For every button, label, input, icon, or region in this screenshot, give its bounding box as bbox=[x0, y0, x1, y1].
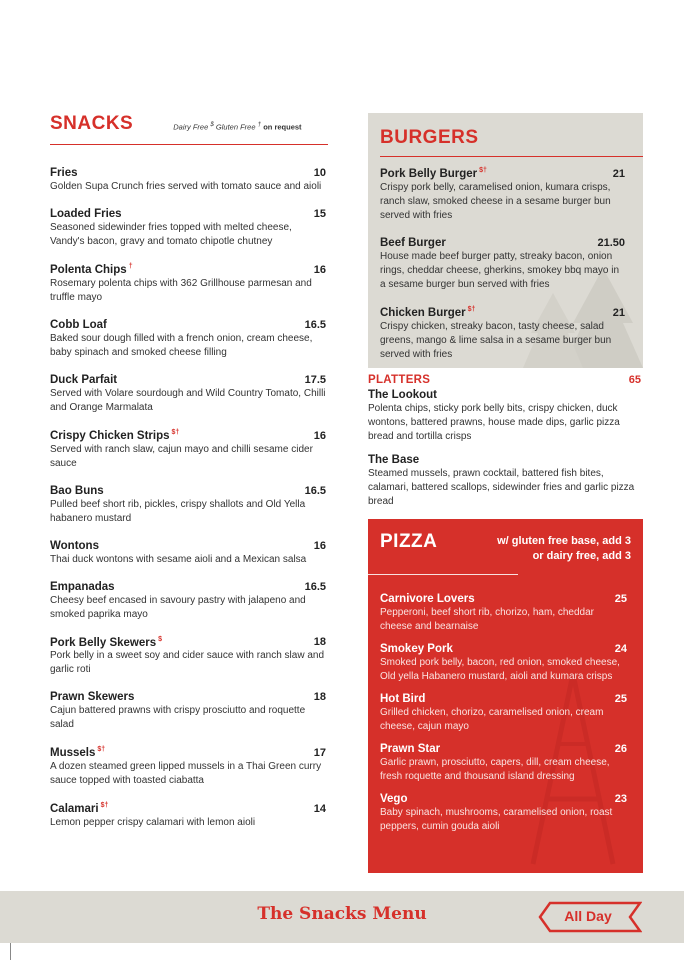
item-price: 25 bbox=[614, 693, 627, 705]
item-description: Served with ranch slaw, cajun mayo and chilli sesame cider sauce bbox=[50, 443, 313, 469]
item-name-text: The Base bbox=[368, 454, 420, 466]
item-name bbox=[380, 237, 446, 249]
item-description: Baked sour dough filled with a french onion, cream cheese, baby spinach and smoked cheese filling bbox=[50, 332, 313, 358]
item-description: House made beef burger patty, streaky bacon, onion rings, cheddar cheese, gherkins, smokey bbq mayo in a sesame burger bun served with fries bbox=[380, 250, 620, 290]
legend-dairy-free-mark: $ bbox=[210, 120, 214, 128]
item-name-text: Beef Burger bbox=[380, 236, 446, 249]
item-header bbox=[368, 389, 639, 401]
item-name bbox=[380, 593, 475, 605]
pizza-item bbox=[380, 643, 631, 684]
item-name bbox=[50, 429, 179, 442]
item-name-text: Empanadas bbox=[50, 580, 115, 593]
pizza-note-gluten-free: w/ gluten free base, add 3 bbox=[497, 535, 631, 547]
item-name-text: Calamari bbox=[50, 803, 99, 816]
item-description: Seasoned sidewinder fries topped with melted cheese, Vandy's bacon, gravy and tomato chipotle chutney bbox=[50, 222, 292, 247]
pizza-item bbox=[380, 793, 631, 834]
snack-item bbox=[50, 691, 330, 732]
snack-item bbox=[50, 636, 330, 678]
burgers-title: BURGERS bbox=[380, 127, 479, 148]
snacks-section bbox=[50, 113, 330, 844]
item-name-text: The Lookout bbox=[368, 389, 437, 401]
burgers-divider bbox=[380, 156, 643, 157]
burger-item bbox=[380, 167, 631, 223]
item-name bbox=[368, 389, 437, 401]
item-price: 17.5 bbox=[304, 373, 326, 386]
item-description: Pork belly in a sweet soy and cider sauce with ranch slaw and garlic roti bbox=[50, 650, 325, 676]
dietary-mark: $ bbox=[158, 635, 163, 643]
burger-item bbox=[380, 237, 631, 292]
item-name bbox=[380, 306, 475, 319]
legend-gluten-free-mark: † bbox=[257, 120, 262, 128]
item-name bbox=[380, 693, 425, 705]
item-description: Lemon pepper crispy calamari with lemon aioli bbox=[50, 817, 256, 829]
item-name bbox=[50, 540, 99, 552]
pizza-list bbox=[380, 593, 631, 834]
snack-item bbox=[50, 319, 330, 360]
item-description: Garlic prawn, prosciutto, capers, dill, cream cheese, fresh roquette and thousand island dressing bbox=[380, 757, 610, 782]
legend-dairy-free: Dairy Free bbox=[173, 122, 209, 131]
item-name-text: Mussels bbox=[50, 747, 96, 760]
platters-price: 65 bbox=[628, 374, 641, 386]
item-price: 17 bbox=[313, 747, 326, 760]
item-description: Crispy chicken, streaky bacon, tasty cheese, salad greens, mango & lime salsa in a sesame burger bun served with fries bbox=[380, 320, 612, 360]
item-price: 18 bbox=[313, 691, 326, 704]
item-name-text: Polenta Chips bbox=[50, 263, 127, 276]
item-header bbox=[50, 540, 326, 552]
platter-item bbox=[368, 454, 643, 509]
snack-item bbox=[50, 581, 330, 622]
item-price: 16.5 bbox=[304, 318, 326, 331]
dietary-mark: $† bbox=[100, 802, 109, 810]
snack-item bbox=[50, 746, 330, 788]
item-name-text: Cobb Loaf bbox=[50, 318, 107, 331]
item-description: Pepperoni, beef short rib, chorizo, ham, cheddar cheese and bearnaise bbox=[380, 607, 595, 632]
item-header bbox=[50, 319, 326, 331]
item-header bbox=[380, 306, 627, 319]
item-price: 16 bbox=[313, 263, 326, 276]
item-name-text: Pork Belly Skewers bbox=[50, 636, 157, 649]
item-name-text: Vego bbox=[380, 793, 408, 805]
item-description: Crispy pork belly, caramelised onion, kumara crisps, ranch slaw, smoked cheese in a sesame burger bun served with fries bbox=[380, 181, 611, 221]
dietary-mark: † bbox=[128, 263, 133, 270]
item-price: 25 bbox=[614, 593, 627, 605]
item-price: 16 bbox=[313, 539, 326, 552]
item-name bbox=[50, 167, 78, 179]
item-name bbox=[380, 743, 440, 755]
item-price: 16.5 bbox=[304, 580, 326, 593]
item-header bbox=[50, 485, 326, 497]
snack-item bbox=[50, 263, 330, 305]
item-description: Rosemary polenta chips with 362 Grillhouse parmesan and truffle mayo bbox=[50, 277, 312, 303]
snack-item bbox=[50, 374, 330, 415]
dietary-mark: $† bbox=[479, 167, 487, 174]
item-header bbox=[380, 643, 627, 655]
item-header bbox=[380, 693, 627, 705]
item-name bbox=[50, 691, 134, 703]
item-description: Cajun battered prawns with crispy prosciutto and roquette salad bbox=[50, 705, 306, 731]
item-header bbox=[50, 746, 326, 759]
pizza-dietary-note bbox=[497, 534, 631, 564]
item-description: Steamed mussels, prawn cocktail, battered fish bites, calamari, battered scallops, sidewinder fries and garlic pizza bread bbox=[368, 468, 635, 507]
item-description: A dozen steamed green lipped mussels in a Thai Green curry sauce topped with toasted ciabatta bbox=[50, 761, 322, 787]
dietary-legend bbox=[173, 121, 301, 132]
page-edge-line bbox=[10, 943, 11, 960]
dietary-mark: $† bbox=[171, 428, 180, 436]
menu-title: The Snacks Menu bbox=[257, 904, 427, 924]
item-price: 16.5 bbox=[304, 484, 326, 497]
item-price: 21 bbox=[612, 306, 625, 319]
item-name-text: Loaded Fries bbox=[50, 208, 122, 220]
item-name bbox=[50, 374, 117, 386]
snacks-list bbox=[50, 167, 330, 830]
pizza-panel bbox=[368, 519, 643, 873]
snack-item bbox=[50, 540, 330, 567]
pizza-item bbox=[380, 693, 631, 734]
item-name-text: Bao Buns bbox=[50, 484, 104, 497]
item-description: Pulled beef short rib, pickles, crispy shallots and Old Yella habanero mustard bbox=[50, 498, 306, 524]
item-header bbox=[380, 593, 627, 605]
platters-list bbox=[368, 389, 643, 509]
item-name bbox=[50, 636, 162, 649]
item-price: 16 bbox=[313, 429, 326, 442]
item-price: 15 bbox=[313, 208, 326, 220]
pizza-divider bbox=[368, 574, 518, 575]
dietary-mark: $† bbox=[467, 305, 476, 313]
item-header bbox=[380, 743, 627, 755]
burgers-list bbox=[380, 167, 631, 362]
item-name bbox=[380, 167, 487, 180]
item-name bbox=[50, 581, 115, 593]
snack-item bbox=[50, 485, 330, 526]
item-price: 21 bbox=[612, 167, 625, 180]
all-day-badge bbox=[538, 901, 642, 933]
dietary-mark: $† bbox=[97, 746, 106, 754]
snack-item bbox=[50, 429, 330, 471]
item-description: Baby spinach, mushrooms, caramelised onion, roast peppers, cumin gouda aioli bbox=[380, 807, 613, 832]
item-name bbox=[50, 746, 105, 759]
item-name-text: Pork Belly Burger bbox=[380, 167, 478, 180]
item-name-text: Prawn Skewers bbox=[50, 691, 135, 704]
snack-item bbox=[50, 208, 330, 249]
item-name-text: Hot Bird bbox=[380, 693, 426, 705]
item-name-text: Chicken Burger bbox=[380, 306, 466, 319]
item-description: Smoked pork belly, bacon, red onion, smoked cheese, Old yella Habanero mustard, aioli and kumara crisps bbox=[380, 657, 620, 682]
platters-header bbox=[368, 374, 643, 386]
item-price: 21.50 bbox=[597, 236, 625, 249]
item-description: Thai duck wontons with sesame aioli and a Mexican salsa bbox=[50, 553, 307, 565]
snacks-title: SNACKS bbox=[50, 113, 134, 134]
item-name bbox=[380, 643, 453, 655]
item-header bbox=[50, 581, 326, 593]
item-header bbox=[50, 167, 326, 179]
item-description: Polenta chips, sticky pork belly bits, crispy chicken, duck wontons, battered prawns, house made dips, garlic pizza bread and tortilla crisps bbox=[368, 403, 620, 442]
legend-gluten-free: Gluten Free bbox=[215, 122, 256, 131]
item-header bbox=[50, 263, 326, 276]
item-header bbox=[368, 454, 639, 466]
item-description: Cheesy beef encased in savoury pastry with jalapeno and smoked paprika mayo bbox=[50, 594, 306, 620]
item-price: 14 bbox=[313, 803, 326, 816]
item-header bbox=[380, 237, 627, 249]
platter-item bbox=[368, 389, 643, 444]
burgers-panel bbox=[368, 113, 643, 368]
pizza-title: PIZZA bbox=[380, 531, 438, 552]
snack-item bbox=[50, 802, 330, 830]
burger-item bbox=[380, 306, 631, 362]
item-header bbox=[50, 802, 326, 815]
pizza-item bbox=[380, 593, 631, 634]
item-name bbox=[50, 319, 107, 331]
item-header bbox=[380, 793, 627, 805]
item-header bbox=[380, 167, 627, 180]
item-name-text: Prawn Star bbox=[380, 743, 441, 755]
item-name-text: Duck Parfait bbox=[50, 373, 118, 386]
item-description: Served with Volare sourdough and Wild Country Tomato, Chilli and Orange Marmalata bbox=[50, 387, 326, 413]
item-header bbox=[50, 429, 326, 442]
item-name-text: Carnivore Lovers bbox=[380, 593, 475, 605]
item-name bbox=[368, 454, 419, 466]
item-name-text: Fries bbox=[50, 167, 78, 179]
pizza-note-dairy-free: or dairy free, add 3 bbox=[532, 550, 631, 562]
legend-on-request: on request bbox=[263, 122, 302, 131]
snacks-divider bbox=[50, 144, 328, 145]
item-price: 24 bbox=[614, 643, 627, 655]
item-header bbox=[50, 208, 326, 220]
item-name-text: Smokey Pork bbox=[380, 643, 453, 655]
item-name-text: Wontons bbox=[50, 539, 99, 552]
item-description: Golden Supa Crunch fries served with tomato sauce and aioli bbox=[50, 181, 322, 192]
snack-item bbox=[50, 167, 330, 194]
item-name bbox=[380, 793, 407, 805]
all-day-label: All Day bbox=[564, 908, 612, 924]
item-name bbox=[50, 485, 104, 497]
pizza-header bbox=[380, 531, 631, 564]
pizza-item bbox=[380, 743, 631, 784]
item-name bbox=[50, 263, 133, 276]
item-price: 23 bbox=[614, 793, 627, 805]
item-description: Grilled chicken, chorizo, caramelised onion, cream cheese, cajun mayo bbox=[380, 707, 604, 732]
item-price: 18 bbox=[313, 636, 326, 649]
platters-section bbox=[368, 374, 643, 519]
item-price: 26 bbox=[614, 743, 627, 755]
item-name-text: Crispy Chicken Strips bbox=[50, 429, 170, 442]
footer-bar bbox=[0, 891, 684, 943]
item-name bbox=[50, 208, 122, 220]
item-header bbox=[50, 636, 326, 649]
platters-title: PLATTERS bbox=[368, 374, 431, 386]
snacks-header bbox=[50, 113, 330, 135]
item-price: 10 bbox=[313, 167, 326, 179]
item-header bbox=[50, 691, 326, 703]
item-header bbox=[50, 374, 326, 386]
item-name bbox=[50, 802, 108, 815]
